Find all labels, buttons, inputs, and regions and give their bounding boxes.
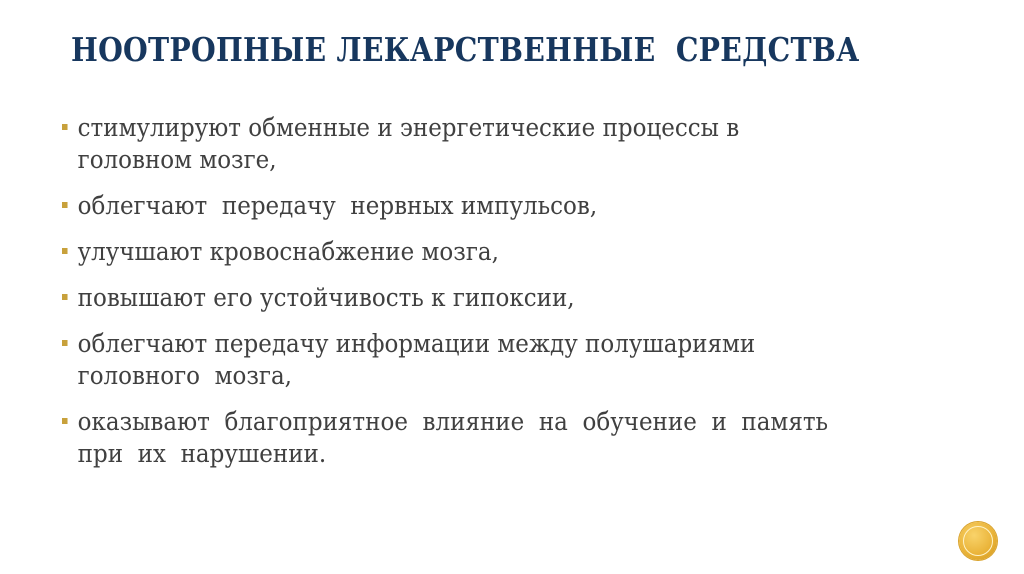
bullet-text: облегчают передачу информации между полушариями головного мозга, (77, 329, 756, 390)
bullet-item (62, 406, 933, 470)
bullet-item (62, 112, 933, 176)
slide-title: НООТРОПНЫЕ ЛЕКАРСТВЕННЫЕ СРЕДСТВА (71, 30, 860, 69)
bullet-text: облегчают передачу нервных импульсов, (77, 191, 598, 220)
bullet-item (62, 190, 933, 222)
bullet-square-icon (62, 248, 68, 254)
bullet-square-icon (62, 202, 68, 208)
bullet-text: стимулируют обменные и энергетические процессы в головном мозге, (77, 113, 740, 174)
bullet-text: улучшают кровоснабжение мозга, (77, 237, 499, 266)
bullet-item (62, 236, 933, 268)
bullet-list (62, 112, 922, 484)
gold-circle-icon (959, 522, 997, 560)
bullet-square-icon (62, 124, 68, 130)
bullet-square-icon (62, 418, 68, 424)
bullet-item (62, 282, 933, 314)
badge-ring (963, 526, 993, 556)
bullet-item (62, 328, 933, 392)
bullet-text: повышают его устойчивость к гипоксии, (77, 283, 575, 312)
bullet-square-icon (62, 340, 68, 346)
bullet-square-icon (62, 294, 68, 300)
bullet-text: оказывают благоприятное влияние на обучение и память при их нарушении. (77, 407, 829, 468)
